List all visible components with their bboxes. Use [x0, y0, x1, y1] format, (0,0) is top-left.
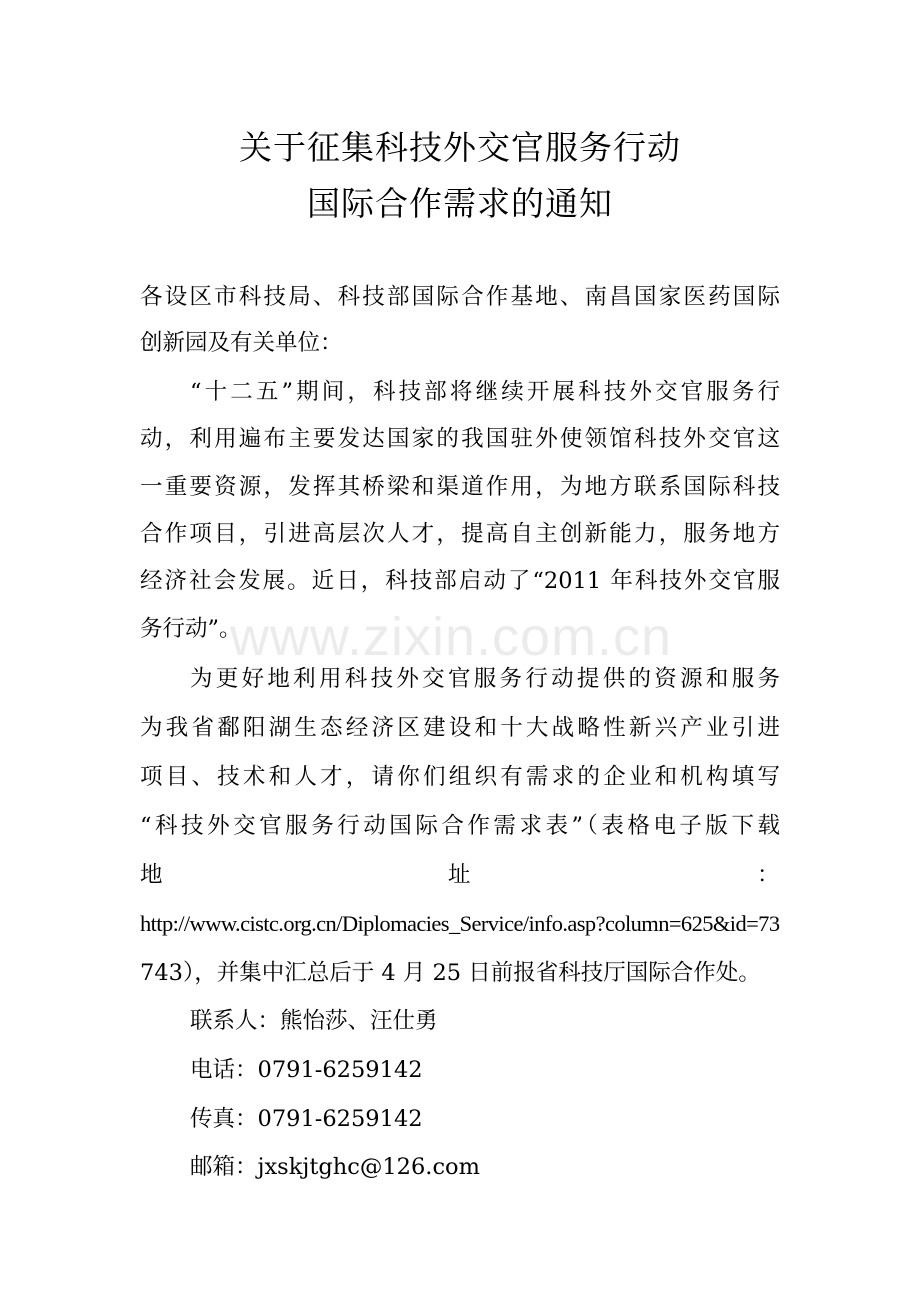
salutation-line-2: 创新园及有关单位：: [140, 330, 343, 356]
paragraph-1-line-6: 务行动”。: [140, 616, 242, 642]
paragraph-1-line-5: 经济社会发展。近日，科技部启动了“2011 年科技外交官服: [140, 568, 780, 594]
paragraph-2-line-2: 为我省鄱阳湖生态经济区建设和十大战略性新兴产业引进: [140, 715, 780, 741]
address-label-char-1: 地: [140, 862, 163, 888]
phone-number: 电话：0791-6259142: [190, 1057, 423, 1083]
fax-number: 传真：0791-6259142: [190, 1106, 423, 1132]
address-label-char-2: 址: [448, 862, 471, 888]
watermark: www.zixin.com.cn: [230, 607, 673, 667]
paragraph-1-line-1: “十二五”期间，科技部将继续开展科技外交官服务行: [190, 379, 780, 405]
title-line-1: 关于征集科技外交官服务行动: [239, 128, 681, 167]
paragraph-2-line-4: “科技外交官服务行动国际合作需求表”（表格电子版下载: [140, 813, 780, 839]
paragraph-2-line-7: 743），并集中汇总后于 4 月 25 日前报省科技厅国际合作处。: [140, 960, 761, 986]
paragraph-2-line-3: 项目、技术和人才，请你们组织有需求的企业和机构填写: [140, 764, 780, 790]
email-address[interactable]: 邮箱：jxskjtghc@126.com: [190, 1154, 480, 1180]
paragraph-1-line-4: 合作项目，引进高层次人才，提高自主创新能力，服务地方: [140, 521, 780, 547]
paragraph-2-line-1: 为更好地利用科技外交官服务行动提供的资源和服务: [190, 666, 780, 692]
address-label-colon: ：: [757, 862, 780, 888]
contact-person: 联系人：熊怡莎、汪仕勇: [190, 1008, 438, 1034]
download-url-link[interactable]: http://www.cistc.org.cn/Diplomacies_Service/info.asp?column=625&id=73: [140, 911, 780, 936]
paragraph-1-line-3: 一重要资源，发挥其桥梁和渠道作用，为地方联系国际科技: [140, 474, 780, 500]
title-line-2: 国际合作需求的通知: [307, 184, 613, 223]
paragraph-1-line-2: 动，利用遍布主要发达国家的我国驻外使领馆科技外交官这: [140, 426, 780, 452]
salutation-line-1: 各设区市科技局、科技部国际合作基地、南昌国家医药国际: [140, 284, 780, 310]
